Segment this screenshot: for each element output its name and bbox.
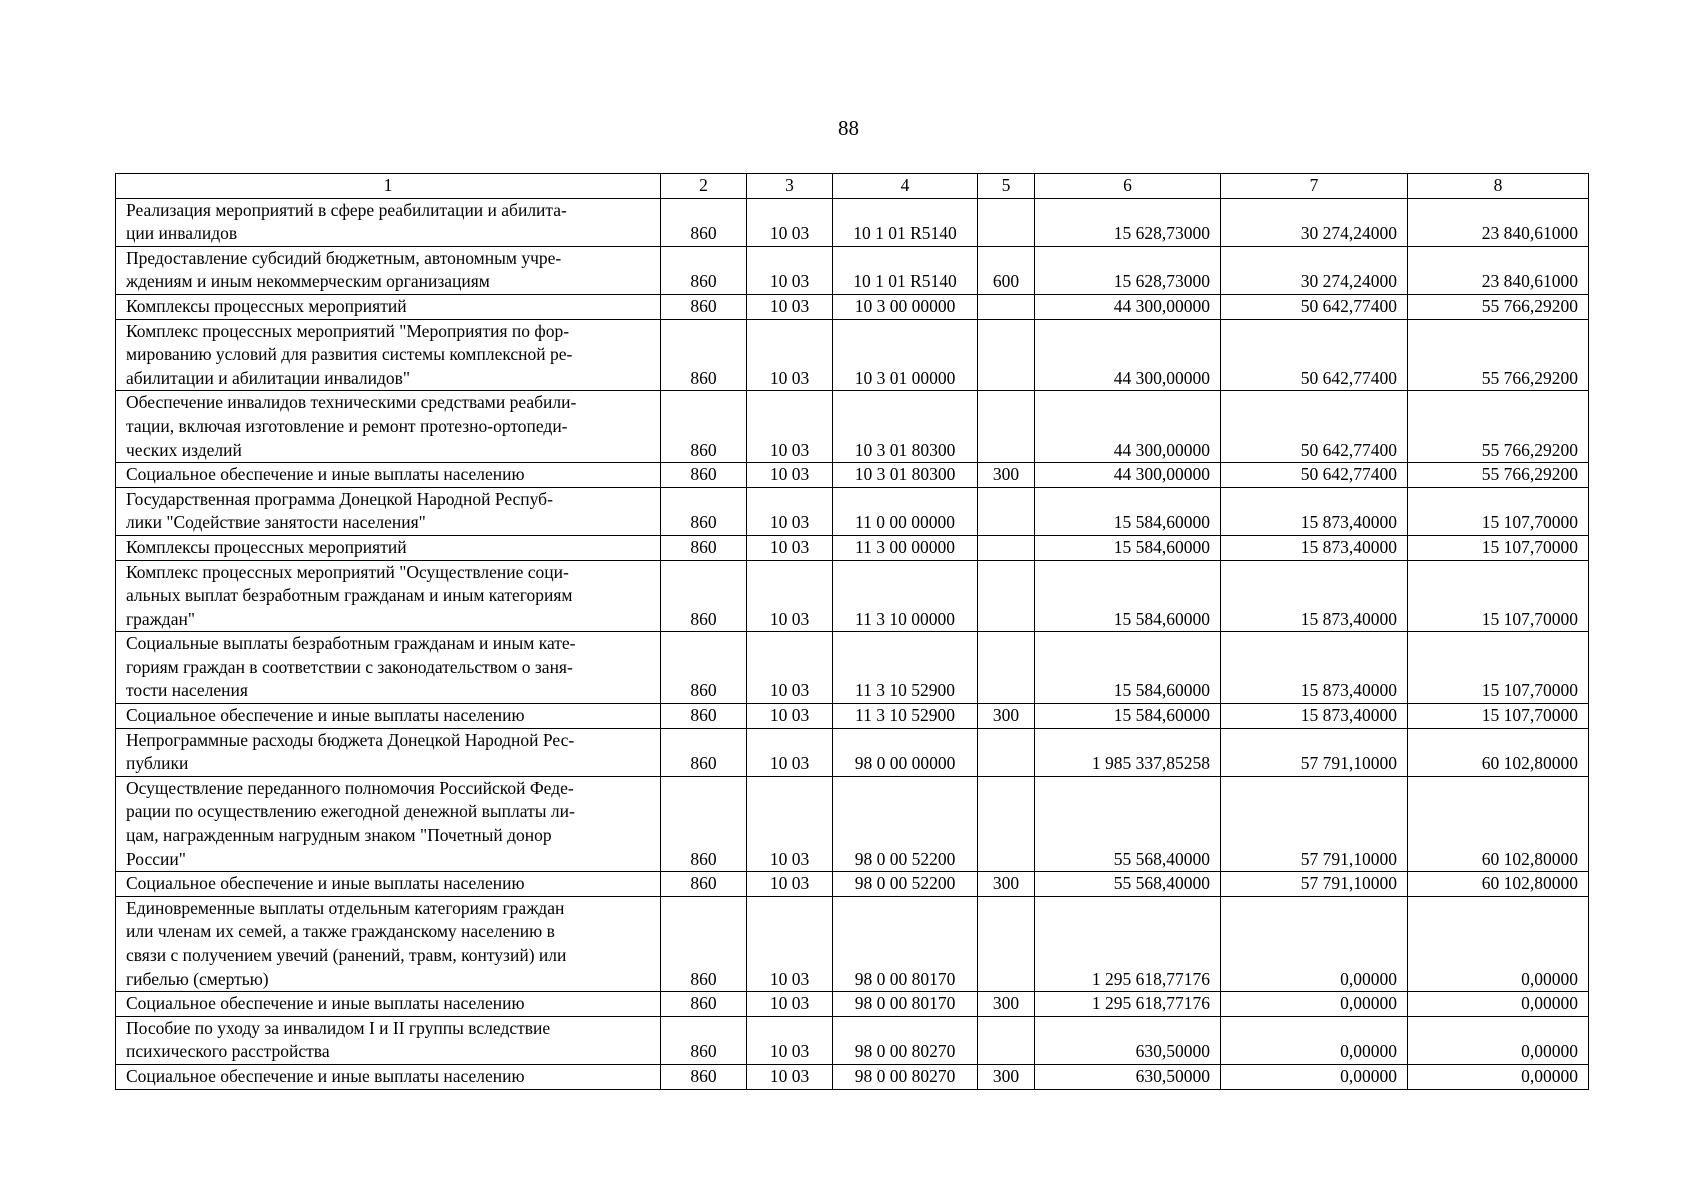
- row-section-code: 10 03: [747, 294, 833, 319]
- row-amount-col6: 55 568,40000: [1035, 776, 1221, 871]
- row-amount-col7: 57 791,10000: [1221, 776, 1408, 871]
- row-ministry-code: 860: [661, 872, 747, 897]
- row-name-cell: [116, 704, 661, 729]
- row-amount-col7: 0,00000: [1221, 992, 1408, 1017]
- row-target-article: 98 0 00 52200: [833, 872, 978, 897]
- row-ministry-code: 860: [661, 728, 747, 776]
- row-amount-col7: 50 642,77400: [1221, 463, 1408, 488]
- row-name-cell: [116, 535, 661, 560]
- table-row: [116, 487, 1589, 535]
- row-amount-col7: 50 642,77400: [1221, 391, 1408, 463]
- row-name-cell: [116, 463, 661, 488]
- row-name-line: или членам их семей, а также гражданскому населению в: [126, 921, 555, 942]
- row-amount-col7: 15 873,40000: [1221, 704, 1408, 729]
- row-target-article: 11 3 10 52900: [833, 632, 978, 704]
- table-row: [116, 294, 1589, 319]
- row-section-code: 10 03: [747, 896, 833, 991]
- row-expense-type: 300: [978, 872, 1035, 897]
- row-amount-col8: 60 102,80000: [1408, 776, 1589, 871]
- row-expense-type: [978, 776, 1035, 871]
- row-name-line: альных выплат безработным гражданам и иным категориям: [126, 585, 573, 606]
- row-name-line: Осуществление переданного полномочия Российской Феде-: [126, 777, 574, 798]
- row-ministry-code: 860: [661, 487, 747, 535]
- row-section-code: 10 03: [747, 776, 833, 871]
- row-amount-col6: 44 300,00000: [1035, 294, 1221, 319]
- row-name-line: Социальное обеспечение и иные выплаты населению: [126, 873, 525, 894]
- row-amount-col7: 50 642,77400: [1221, 294, 1408, 319]
- row-section-code: 10 03: [747, 872, 833, 897]
- table-row: [116, 560, 1589, 632]
- row-amount-col8: 55 766,29200: [1408, 463, 1589, 488]
- row-name-line: Комплексы процессных мероприятий: [126, 536, 407, 557]
- row-expense-type: [978, 1016, 1035, 1064]
- header-row: [116, 174, 1589, 199]
- row-section-code: 10 03: [747, 704, 833, 729]
- row-ministry-code: 860: [661, 896, 747, 991]
- header-cell-3: 3: [747, 174, 833, 199]
- row-name-cell: [116, 319, 661, 391]
- header-cell-5: 5: [978, 174, 1035, 199]
- row-amount-col7: 30 274,24000: [1221, 198, 1408, 246]
- row-expense-type: [978, 560, 1035, 632]
- row-section-code: 10 03: [747, 198, 833, 246]
- row-name-line: Реализация мероприятий в сфере реабилитации и абилита-: [126, 199, 567, 220]
- row-ministry-code: 860: [661, 463, 747, 488]
- row-expense-type: [978, 535, 1035, 560]
- row-target-article: 98 0 00 52200: [833, 776, 978, 871]
- row-amount-col6: 15 584,60000: [1035, 487, 1221, 535]
- row-name-cell: [116, 294, 661, 319]
- row-target-article: 10 3 01 80300: [833, 391, 978, 463]
- row-amount-col7: 15 873,40000: [1221, 560, 1408, 632]
- row-amount-col6: 1 295 618,77176: [1035, 896, 1221, 991]
- row-amount-col7: 15 873,40000: [1221, 535, 1408, 560]
- row-target-article: 11 3 00 00000: [833, 535, 978, 560]
- table-row: [116, 632, 1589, 704]
- row-section-code: 10 03: [747, 535, 833, 560]
- row-name-line: мированию условий для развития системы комплексной ре-: [126, 344, 573, 365]
- row-amount-col8: 55 766,29200: [1408, 319, 1589, 391]
- row-name-line: цам, награжденным нагрудным знаком "Почетный донор: [126, 825, 552, 846]
- row-amount-col7: 15 873,40000: [1221, 632, 1408, 704]
- row-target-article: 10 1 01 R5140: [833, 246, 978, 294]
- table-row: [116, 872, 1589, 897]
- row-name-line: ческих изделий: [126, 439, 242, 460]
- row-target-article: 10 3 01 80300: [833, 463, 978, 488]
- row-amount-col6: 15 628,73000: [1035, 246, 1221, 294]
- row-name-line: Социальное обеспечение и иные выплаты населению: [126, 464, 525, 485]
- row-expense-type: 300: [978, 992, 1035, 1017]
- row-amount-col6: 15 584,60000: [1035, 632, 1221, 704]
- row-target-article: 11 3 10 00000: [833, 560, 978, 632]
- row-name-cell: [116, 632, 661, 704]
- row-name-line: тации, включая изготовление и ремонт протезно-ортопеди-: [126, 415, 568, 436]
- row-ministry-code: 860: [661, 704, 747, 729]
- row-amount-col7: 0,00000: [1221, 1064, 1408, 1089]
- row-target-article: 11 3 10 52900: [833, 704, 978, 729]
- row-expense-type: [978, 728, 1035, 776]
- row-name-line: тости населения: [126, 680, 248, 701]
- row-name-cell: [116, 246, 661, 294]
- row-name-cell: [116, 198, 661, 246]
- row-section-code: 10 03: [747, 463, 833, 488]
- row-target-article: 10 3 00 00000: [833, 294, 978, 319]
- row-amount-col7: 50 642,77400: [1221, 319, 1408, 391]
- row-name-line: гориям граждан в соответствии с законодательством о заня-: [126, 656, 573, 677]
- row-ministry-code: 860: [661, 632, 747, 704]
- row-section-code: 10 03: [747, 391, 833, 463]
- row-ministry-code: 860: [661, 560, 747, 632]
- row-amount-col7: 57 791,10000: [1221, 728, 1408, 776]
- page-number: 88: [838, 116, 859, 140]
- row-expense-type: [978, 198, 1035, 246]
- row-name-cell: [116, 896, 661, 991]
- row-amount-col6: 630,50000: [1035, 1016, 1221, 1064]
- row-name-line: Государственная программа Донецкой Народной Респуб-: [126, 488, 553, 509]
- row-ministry-code: 860: [661, 1064, 747, 1089]
- row-section-code: 10 03: [747, 1064, 833, 1089]
- row-amount-col8: 15 107,70000: [1408, 535, 1589, 560]
- row-amount-col6: 55 568,40000: [1035, 872, 1221, 897]
- row-section-code: 10 03: [747, 632, 833, 704]
- row-name-line: психического расстройства: [126, 1041, 330, 1062]
- row-ministry-code: 860: [661, 1016, 747, 1064]
- row-amount-col7: 15 873,40000: [1221, 487, 1408, 535]
- row-name-cell: [116, 391, 661, 463]
- row-name-cell: [116, 992, 661, 1017]
- row-name-line: Комплексы процессных мероприятий: [126, 295, 407, 316]
- row-amount-col8: 60 102,80000: [1408, 872, 1589, 897]
- row-section-code: 10 03: [747, 560, 833, 632]
- row-name-line: Предоставление субсидий бюджетным, автономным учре-: [126, 247, 562, 268]
- row-expense-type: [978, 487, 1035, 535]
- row-amount-col8: 15 107,70000: [1408, 560, 1589, 632]
- row-name-line: Комплекс процессных мероприятий "Мероприятия по фор-: [126, 320, 570, 341]
- row-name-cell: [116, 872, 661, 897]
- row-expense-type: 300: [978, 1064, 1035, 1089]
- row-section-code: 10 03: [747, 1016, 833, 1064]
- row-name-line: Социальное обеспечение и иные выплаты населению: [126, 1065, 525, 1086]
- row-expense-type: [978, 391, 1035, 463]
- row-target-article: 98 0 00 80270: [833, 1064, 978, 1089]
- table-row: [116, 776, 1589, 871]
- row-name-line: рации по осуществлению ежегодной денежной выплаты ли-: [126, 801, 575, 822]
- header-cell-6: 6: [1035, 174, 1221, 199]
- row-target-article: 98 0 00 00000: [833, 728, 978, 776]
- row-target-article: 11 0 00 00000: [833, 487, 978, 535]
- table-row: [116, 1016, 1589, 1064]
- row-amount-col7: 0,00000: [1221, 896, 1408, 991]
- row-amount-col8: 55 766,29200: [1408, 391, 1589, 463]
- row-ministry-code: 860: [661, 535, 747, 560]
- row-section-code: 10 03: [747, 246, 833, 294]
- row-amount-col8: 0,00000: [1408, 896, 1589, 991]
- row-name-line: Непрограммные расходы бюджета Донецкой Народной Рес-: [126, 729, 575, 750]
- row-target-article: 98 0 00 80170: [833, 896, 978, 991]
- row-amount-col6: 15 584,60000: [1035, 560, 1221, 632]
- row-name-line: Социальные выплаты безработным гражданам и иным кате-: [126, 633, 576, 654]
- row-name-cell: [116, 560, 661, 632]
- row-amount-col6: 630,50000: [1035, 1064, 1221, 1089]
- row-ministry-code: 860: [661, 992, 747, 1017]
- header-cell-7: 7: [1221, 174, 1408, 199]
- row-amount-col6: 15 584,60000: [1035, 704, 1221, 729]
- header-cell-8: 8: [1408, 174, 1589, 199]
- row-expense-type: 300: [978, 704, 1035, 729]
- row-expense-type: 300: [978, 463, 1035, 488]
- row-target-article: 10 3 01 00000: [833, 319, 978, 391]
- row-section-code: 10 03: [747, 487, 833, 535]
- row-ministry-code: 860: [661, 391, 747, 463]
- row-name-line: публики: [126, 753, 189, 774]
- row-name-cell: [116, 776, 661, 871]
- row-target-article: 10 1 01 R5140: [833, 198, 978, 246]
- row-name-line: России": [126, 848, 186, 869]
- table-row: [116, 992, 1589, 1017]
- table-row: [116, 704, 1589, 729]
- table-row: [116, 728, 1589, 776]
- row-name-line: Единовременные выплаты отдельным категориям граждан: [126, 897, 565, 918]
- row-ministry-code: 860: [661, 319, 747, 391]
- row-name-line: Социальное обеспечение и иные выплаты населению: [126, 993, 525, 1014]
- table-row: [116, 391, 1589, 463]
- row-amount-col6: 44 300,00000: [1035, 391, 1221, 463]
- row-name-line: ции инвалидов: [126, 223, 238, 244]
- row-amount-col6: 44 300,00000: [1035, 319, 1221, 391]
- row-name-line: ждениям и иным некоммерческим организациям: [126, 271, 490, 292]
- row-amount-col6: 15 628,73000: [1035, 198, 1221, 246]
- row-name-line: лики "Содействие занятости населения": [126, 512, 426, 533]
- row-name-line: гибелью (смертью): [126, 968, 269, 989]
- row-name-cell: [116, 728, 661, 776]
- row-amount-col8: 15 107,70000: [1408, 632, 1589, 704]
- budget-table: [115, 173, 1589, 1090]
- row-name-cell: [116, 1016, 661, 1064]
- row-ministry-code: 860: [661, 776, 747, 871]
- row-amount-col8: 0,00000: [1408, 1064, 1589, 1089]
- row-ministry-code: 860: [661, 198, 747, 246]
- row-amount-col6: 1 985 337,85258: [1035, 728, 1221, 776]
- table-row: [116, 246, 1589, 294]
- row-name-line: Социальное обеспечение и иные выплаты населению: [126, 705, 525, 726]
- row-amount-col8: 23 840,61000: [1408, 246, 1589, 294]
- table-row: [116, 198, 1589, 246]
- row-amount-col6: 15 584,60000: [1035, 535, 1221, 560]
- row-name-line: абилитации и абилитации инвалидов": [126, 367, 411, 388]
- row-name-cell: [116, 1064, 661, 1089]
- row-target-article: 98 0 00 80270: [833, 1016, 978, 1064]
- row-expense-type: [978, 319, 1035, 391]
- row-name-line: Комплекс процессных мероприятий "Осуществление соци-: [126, 561, 569, 582]
- row-amount-col7: 30 274,24000: [1221, 246, 1408, 294]
- row-amount-col8: 23 840,61000: [1408, 198, 1589, 246]
- row-name-line: связи с получением увечий (ранений, травм, контузий) или: [126, 945, 567, 965]
- row-amount-col8: 0,00000: [1408, 992, 1589, 1017]
- row-expense-type: [978, 294, 1035, 319]
- row-amount-col6: 1 295 618,77176: [1035, 992, 1221, 1017]
- row-amount-col6: 44 300,00000: [1035, 463, 1221, 488]
- row-expense-type: [978, 632, 1035, 704]
- row-section-code: 10 03: [747, 728, 833, 776]
- row-amount-col8: 15 107,70000: [1408, 487, 1589, 535]
- row-section-code: 10 03: [747, 992, 833, 1017]
- table-body: [116, 174, 1589, 1090]
- table-row: [116, 463, 1589, 488]
- row-expense-type: [978, 896, 1035, 991]
- row-name-line: граждан": [126, 608, 195, 629]
- row-amount-col8: 0,00000: [1408, 1016, 1589, 1064]
- row-amount-col7: 0,00000: [1221, 1016, 1408, 1064]
- table-row: [116, 896, 1589, 991]
- header-cell-2: 2: [661, 174, 747, 199]
- table-row: [116, 319, 1589, 391]
- row-amount-col7: 57 791,10000: [1221, 872, 1408, 897]
- row-amount-col8: 55 766,29200: [1408, 294, 1589, 319]
- header-cell-1: 1: [116, 174, 661, 199]
- row-amount-col8: 60 102,80000: [1408, 728, 1589, 776]
- table-row: [116, 1064, 1589, 1089]
- row-target-article: 98 0 00 80170: [833, 992, 978, 1017]
- row-name-cell: [116, 487, 661, 535]
- table-row: [116, 535, 1589, 560]
- row-name-line: Обеспечение инвалидов техническими средствами реабили-: [126, 392, 577, 413]
- row-section-code: 10 03: [747, 319, 833, 391]
- row-ministry-code: 860: [661, 246, 747, 294]
- header-cell-4: 4: [833, 174, 978, 199]
- row-amount-col8: 15 107,70000: [1408, 704, 1589, 729]
- row-ministry-code: 860: [661, 294, 747, 319]
- row-name-line: Пособие по уходу за инвалидом I и II группы вследствие: [126, 1017, 551, 1038]
- row-expense-type: 600: [978, 246, 1035, 294]
